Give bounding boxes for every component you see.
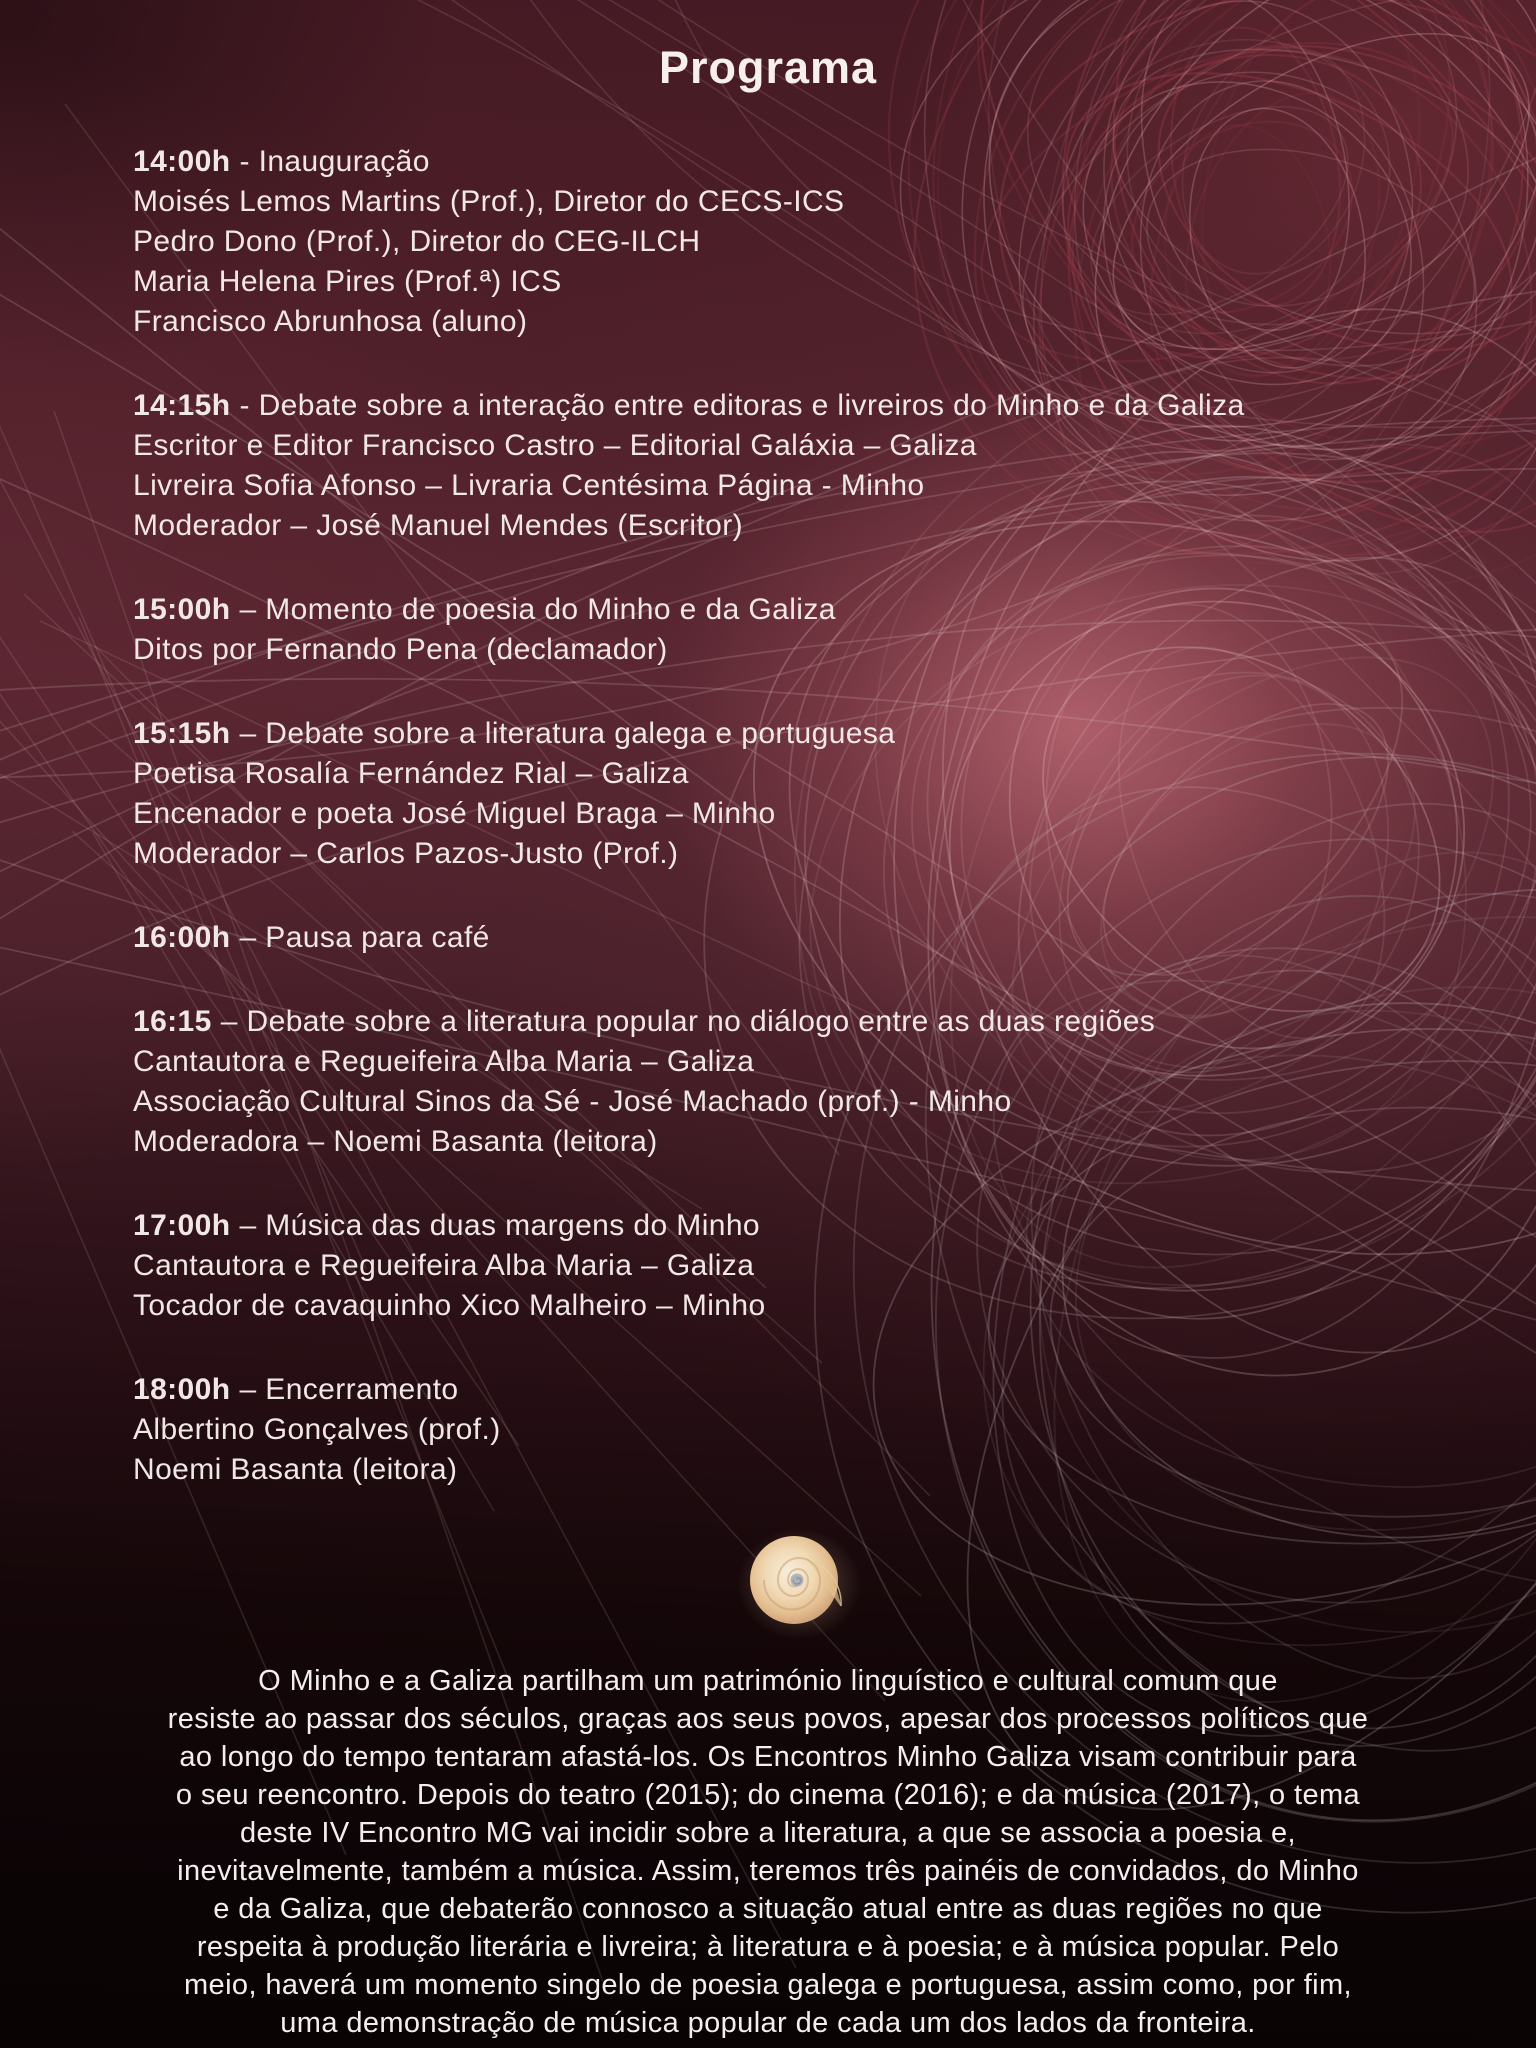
session-14-00 <box>133 142 1506 342</box>
session-time: 15:00h <box>133 593 231 626</box>
session-line: Maria Helena Pires (Prof.ª) ICS <box>133 265 562 298</box>
session-16-15 <box>133 1002 1506 1162</box>
session-line: Moderador – José Manuel Mendes (Escritor) <box>133 509 743 542</box>
session-title: – Pausa para café <box>239 921 490 954</box>
intro-paragraph-line: o seu reencontro. Depois do teatro (2015); do cinema (2016); e da música (2017), o tema <box>175 1779 1361 1811</box>
session-16-00 <box>133 918 1506 958</box>
session-15-00 <box>133 590 1506 670</box>
session-heading <box>133 1206 1506 1246</box>
session-15-15 <box>133 714 1506 874</box>
session-line: Poetisa Rosalía Fernández Rial – Galiza <box>133 757 689 790</box>
session-line: Cantautora e Regueifeira Alba Maria – Galiza <box>133 1249 755 1282</box>
intro-paragraph-line: ao longo do tempo tentaram afastá-los. Os Encontros Minho Galiza visam contribuir para <box>179 1741 1357 1773</box>
intro-paragraph-line: meio, haverá um momento singelo de poesia galega e portuguesa, assim como, por fim, <box>183 1969 1353 2001</box>
page-title: Programa <box>658 42 878 93</box>
session-line: Associação Cultural Sinos da Sé - José Machado (prof.) - Minho <box>133 1085 1012 1118</box>
session-title: - Inauguração <box>239 145 430 178</box>
session-heading <box>133 918 1506 958</box>
session-line: Noemi Basanta (leitora) <box>133 1453 458 1486</box>
shell-image-wrap <box>34 1528 1536 1644</box>
session-time: 14:15h <box>133 389 231 422</box>
session-time: 16:15 <box>133 1005 212 1038</box>
session-heading <box>133 1370 1506 1410</box>
session-line: Cantautora e Regueifeira Alba Maria – Galiza <box>133 1045 755 1078</box>
intro-paragraph-line: uma demonstração de música popular de cada um dos lados da fronteira. <box>280 2007 1256 2039</box>
intro-paragraph-line: O Minho e a Galiza partilham um património linguístico e cultural comum que <box>258 1665 1278 1697</box>
session-line: Moderadora – Noemi Basanta (leitora) <box>133 1125 658 1158</box>
session-heading <box>133 1002 1506 1042</box>
intro-paragraph <box>0 1662 1536 2042</box>
intro-paragraph-line: respeita à produção literária e livreira; à literatura e à poesia; e à música popular. Pelo <box>196 1931 1340 1963</box>
session-line: Moisés Lemos Martins (Prof.), Diretor do CECS-ICS <box>133 185 845 218</box>
session-line: Ditos por Fernando Pena (declamador) <box>133 633 668 666</box>
session-title: – Encerramento <box>239 1373 459 1406</box>
intro-paragraph-line: resiste ao passar dos séculos, graças aos seus povos, apesar dos processos políticos que <box>167 1703 1369 1735</box>
session-heading <box>133 714 1506 754</box>
session-line: Livreira Sofia Afonso – Livraria Centésima Página - Minho <box>133 469 925 502</box>
session-time: 15:15h <box>133 717 231 750</box>
session-line: Moderador – Carlos Pazos-Justo (Prof.) <box>133 837 679 870</box>
session-heading <box>133 386 1506 426</box>
session-heading <box>133 590 1506 630</box>
intro-paragraph-line: inevitavelmente, também a música. Assim, teremos três painéis de convidados, do Minho <box>177 1855 1359 1887</box>
session-time: 18:00h <box>133 1373 231 1406</box>
session-14-15 <box>133 386 1506 546</box>
session-18-00 <box>133 1370 1506 1490</box>
session-title: – Debate sobre a literatura galega e portuguesa <box>239 717 896 750</box>
schedule <box>0 142 1536 1490</box>
session-time: 17:00h <box>133 1209 231 1242</box>
session-title: – Debate sobre a literatura popular no diálogo entre as duas regiões <box>220 1005 1156 1038</box>
session-title: – Momento de poesia do Minho e da Galiza <box>239 593 836 626</box>
session-heading <box>133 142 1506 182</box>
session-line: Pedro Dono (Prof.), Diretor do CEG-ILCH <box>133 225 701 258</box>
session-line: Encenador e poeta José Miguel Braga – Minho <box>133 797 776 830</box>
session-17-00 <box>133 1206 1506 1326</box>
session-time: 14:00h <box>133 145 231 178</box>
intro-paragraph-line: deste IV Encontro MG vai incidir sobre a literatura, a que se associa a poesia e, <box>240 1817 1296 1849</box>
session-line: Escritor e Editor Francisco Castro – Editorial Galáxia – Galiza <box>133 429 977 462</box>
session-time: 16:00h <box>133 921 231 954</box>
shell-icon <box>737 1528 867 1644</box>
session-title: - Debate sobre a interação entre editoras e livreiros do Minho e da Galiza <box>239 389 1245 422</box>
session-title: – Música das duas margens do Minho <box>239 1209 761 1242</box>
intro-paragraph-line: e da Galiza, que debaterão connosco a situação atual entre as duas regiões no que <box>213 1893 1323 1925</box>
session-line: Albertino Gonçalves (prof.) <box>133 1413 501 1446</box>
session-line: Tocador de cavaquinho Xico Malheiro – Minho <box>133 1289 766 1322</box>
session-line: Francisco Abrunhosa (aluno) <box>133 305 528 338</box>
